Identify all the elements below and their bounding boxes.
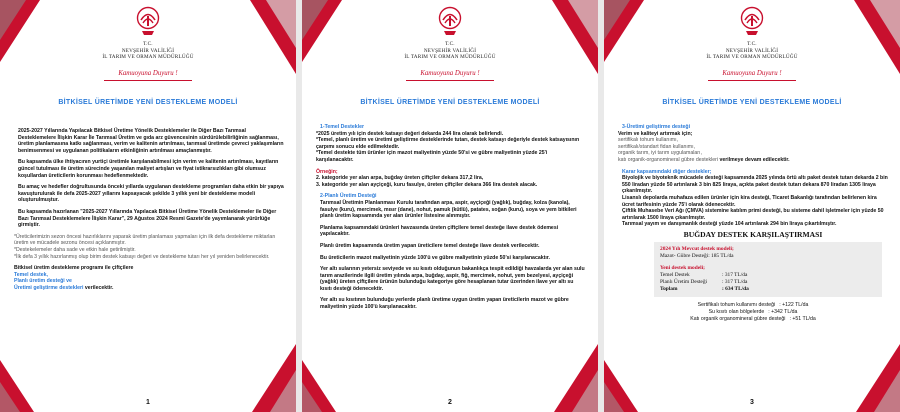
comparison-value: : 317 TL/da — [722, 271, 748, 278]
header-governorate: NEVŞEHİR VALİLİĞİ — [121, 47, 175, 54]
header-tc: T.C. — [143, 41, 153, 47]
comparison-value: : 317 TL/da — [722, 278, 748, 285]
header-directorate: İL TARIM VE ORMAN MÜDÜRLÜĞÜ — [706, 54, 798, 60]
divider — [104, 80, 192, 81]
text-line: *Temel, planlı üretim ve üretimi geliştirme desteklerinde tutarı, destek katsayı değeriyle destek katsayısının çarpımı sonucu elde edilmektedir. — [316, 137, 580, 150]
page-3 — [604, 0, 900, 412]
increment-label: Sertifikalı tohum kullanımı desteği — [697, 301, 776, 308]
program-suffix: verilecektir. — [83, 284, 114, 291]
page-header — [604, 6, 900, 61]
paragraph: Yer altı su kısıtının bulunduğu yerlerde planlı üretime uygun üretim yapan üreticilerin mazot ve gübre maliyetinin yüzde 100'ü karşılanacaktır. — [320, 297, 569, 311]
list-item — [618, 157, 888, 164]
comparison-heading: 2024 Yılı Mevcut destek modeli; — [660, 245, 734, 252]
comparison-value: : 634 TL/da — [722, 285, 749, 292]
page-title: BİTKİSEL ÜRETİMDE YENİ DESTEKLEME MODELİ — [58, 99, 238, 106]
text-line: 2. kategoride yer alan arpa, buğday üreten çiftçiler dekara 317,2 lira, — [316, 175, 484, 182]
program-item: Üretimi geliştirme destekleri — [14, 284, 84, 291]
note-item: *Üreticilerimizin sezon öncesi hazırlıklarını yaparak üretim planlaması yapmaları için ilk defa destekleme miktarları üretim ve mücadele sezonu öncesi açıklanmıştır. — [14, 233, 276, 247]
corner-decoration — [302, 382, 322, 412]
text-line: Verim ve kaliteyi artırmak için; — [618, 130, 693, 137]
increment-row — [618, 302, 888, 309]
text-line: *2025 üretim yılı için destek katsayı değeri dekarda 244 lira olarak belirlendi. — [316, 130, 504, 137]
page-1-body — [14, 128, 284, 291]
program-item: Temel destek, — [14, 271, 48, 278]
text-line: *Temel destekte tüm ürünler için mazot maliyetinin yüzde 50'si ve gübre maliyetinin yüzde 25'i karşılanacaktır. — [316, 150, 548, 163]
header-directorate: İL TARIM VE ORMAN MÜDÜRLÜĞÜ — [404, 54, 496, 60]
page-2-body — [316, 124, 586, 316]
comparison-row — [660, 279, 876, 286]
section-title: Karar kapsamındaki diğer destekler; — [622, 168, 712, 175]
comparison-row: Mazot- Gübre Desteği: 185 TL/da — [660, 252, 734, 259]
section-title: 3-Üretimi geliştirme desteği — [622, 124, 691, 130]
comparison-label: Temel Destek — [660, 271, 690, 278]
program-last — [14, 285, 284, 292]
page-title: BİTKİSEL ÜRETİMDE YENİ DESTEKLEME MODELİ — [662, 99, 842, 106]
increment-value: : +122 TL/da — [779, 301, 809, 308]
page-header — [302, 6, 598, 61]
program-item: Planlı üretim desteği ve — [14, 278, 72, 285]
list-item-suffix: verilmeye devam edilecektir. — [718, 156, 790, 163]
comparison-row — [660, 286, 876, 293]
divider — [708, 80, 796, 81]
section-title: 2-Planlı Üretim Desteği — [320, 193, 377, 200]
paragraph: 2025-2027 Yıllarında Yapılacak Bitkisel Üretime Yönelik Desteklemeler ile Diğer Bazı Tarımsal Desteklemelere İlişkin Karar İle Tarımsal Üretim ve gıda arz güvencesinin sürdürülebilirliğinin sağlanması, üretim planlamasına katkı sağlanması, verim ve kalitenin artırılması, tarımsal üretimde çevreci yaklaşımların benimsenmesi ve uygulanan politikaların etkinliğinin artırılması amaçlanmıştır. — [18, 128, 284, 154]
increment-value: : +342 TL/da — [768, 308, 798, 315]
page-header — [0, 6, 296, 61]
ministry-emblem-icon — [435, 6, 465, 40]
program-intro: Bitkisel üretim destekleme programı ile çiftçilere — [14, 265, 134, 272]
announcement: Kamuoyuna Duyuru ! — [420, 70, 480, 77]
list-item: sertifikalı tohum kullanımı, — [618, 137, 678, 144]
header-tc: T.C. — [747, 41, 757, 47]
increment-row — [618, 309, 888, 316]
header-directorate: İL TARIM VE ORMAN MÜDÜRLÜĞÜ — [102, 54, 194, 60]
increment-label: Katı organik organomineral gübre desteği — [690, 315, 786, 322]
paragraph: Biyolojik ve biyoteknik mücadele desteği kapsamında 2025 yılında örtü altı paket destek tutarı dekarda 2 bin 550 liradan yüzde 50 artırılarak 3 bin 825 liraya, açıkta paket destek tutarı dekara 870 liradan 1305 liraya çıkarılmıştır. — [622, 175, 888, 195]
header-tc: T.C. — [445, 41, 455, 47]
paragraph: Tarımsal Üretimin Planlanması Kurulu tarafından arpa, aspir, ayçiçeği (yağlık), buğday, kolza (kanola), fasulye (kuru), mercimek, mısır (dane), nohut, pamuk (kütlü), patates, soğan (kuru), soya ve yem bitkileri planlı üretim kapsamında yer alan ürünler listesine alınmıştır. — [320, 199, 577, 220]
page-1 — [0, 0, 296, 412]
corner-decoration — [604, 382, 624, 412]
paragraph: Planlama kapsamındaki ürünleri havzasında üreten çiftçilere temel desteğe ilave destek ödemesi yapılacaktır. — [320, 224, 559, 238]
paragraph: Planlı üretim kapsamında üretim yapan üreticilere temel desteğe ilave destek verilecektir. — [320, 242, 540, 249]
paragraph: Tarımsal yayım ve danışmanlık desteği yüzde 104 artırılarak 294 bin liraya çıkartılmıştır. — [622, 221, 837, 228]
note-item: *İlk defa 3 yıllık hazırlanmış olup birim destek katsayı değeri ve destekleme tutarı her yıl yeniden belirlenecektir. — [14, 253, 270, 260]
comparison-label: Planlı Üretim Desteği — [660, 278, 708, 285]
announcement: Kamuoyuna Duyuru ! — [722, 70, 782, 77]
corner-decoration — [0, 382, 20, 412]
header-governorate: NEVŞEHİR VALİLİĞİ — [423, 47, 477, 54]
comparison-box — [654, 242, 882, 297]
paragraph: Bu amaç ve hedefler doğrultusunda önceki yıllarda uygulanan destekleme programları daha etkin bir yapıya kavuşturulurak ile defa 2025-2027 yıllarını kapsayacak şekilde 3 yıllık yeni bir destekleme modeli oluşturulmuştur. — [18, 184, 284, 204]
list-item: sertifikalı/standart fidan kullanımı, — [618, 143, 695, 150]
page-title: BİTKİSEL ÜRETİMDE YENİ DESTEKLEME MODELİ — [360, 99, 540, 106]
increment-row — [618, 316, 888, 323]
example-title: Örneğin; — [316, 168, 338, 175]
ministry-emblem-icon — [133, 6, 163, 40]
page-number: 3 — [750, 399, 754, 406]
comparison-row — [660, 272, 876, 279]
paragraph: Bu üreticilerin mazot maliyetinin yüzde 100'ü ve gübre maliyetinin yüzde 50'si karşılanacaktır. — [320, 254, 550, 261]
paragraph: Bu kapsamda hazırlanan "2025-2027 Yıllarında Yapılacak Bitkisel Üretime Yönelik Desteklemeler ile Diğer Bazı Tarımsal Desteklemelere İlişkin Karar", 29 Ağustos 2024 Resmi Gazete'de yayımlanarak yürürlüğe girmiştir. — [18, 208, 277, 229]
list-item: organik tarım, iyi tarım uygulamaları, — [618, 150, 702, 157]
header-governorate: NEVŞEHİR VALİLİĞİ — [725, 47, 779, 54]
increment-value: : +51 TL/da — [789, 315, 816, 322]
page-2 — [302, 0, 598, 412]
ministry-emblem-icon — [737, 6, 767, 40]
announcement: Kamuoyuna Duyuru ! — [118, 70, 178, 77]
note-item: *Destekelemeler daha sade ve etkin hale getirilmiştir. — [14, 246, 136, 253]
increment-label: Su kısıtı olan bölgelerde — [708, 308, 765, 315]
paragraph: Lisanslı depolarda muhafaza edilen ürünler için kira desteği, Ticaret Bakanlığı tarafından belirlenen kira ücret tarifesinin yüzde 75'i olarak ödenecektir. — [622, 194, 877, 208]
list-item-text: katı organik-organomineral gübre destekleri — [618, 156, 719, 163]
paragraph: Bu kapsamda ülke ihtiyacının yurtiçi üretimle karşılanabilmesi için verim ve kalitenin artırılması, kayıtların güncel tutulması ile üretim sürecinde yaşanılan maliyet artışları ve fiyat istikrarsızlıkları gibi olumsuz koşullardan üreticilerin korunması hedeflenmektedir. — [18, 159, 279, 179]
comparison-heading: Yeni destek modeli; — [660, 264, 705, 271]
page-number: 1 — [146, 399, 150, 406]
page-number: 2 — [448, 399, 452, 406]
paragraph: Çiftlik Muhasebe Veri Ağı (ÇMVA) sistemine katılım primi desteği, bu sisteme dahil işletmeler için yüzde 50 artırılarak 1500 liraya çıkarılmıştır. — [622, 208, 884, 221]
comparison-title: BUĞDAY DESTEK KARŞILAŞTIRMASI — [683, 229, 823, 239]
notes-list — [14, 234, 284, 260]
divider — [406, 80, 494, 81]
comparison-label: Toplam — [660, 285, 678, 292]
text-line: 3. kategoride yer alan ayçiçeği, kuru fasulye, üreten çiftçiler dekara 366 lira destek alacak. — [316, 181, 538, 188]
page-3-body — [618, 124, 888, 323]
paragraph: Yer altı sularının yetersiz seviyede ve su kısıtı olduğunun bakanlıkça tespit edildiği havzalarda yer alan sulu tarım arazilerinde ilgili üretim yılında arpa, buğday, aspir, fiğ, mercimek, nohut, yem bezelyesi, ayçiçeği (yağlık) üreten çiftçilere ürünün bulunduğu kategoriye göre hesaplanan tutar üzerinden ilave yer altı su kısıtı desteği ödenecektir. — [320, 266, 585, 292]
section-title: 1-Temel Destekler — [320, 124, 365, 130]
